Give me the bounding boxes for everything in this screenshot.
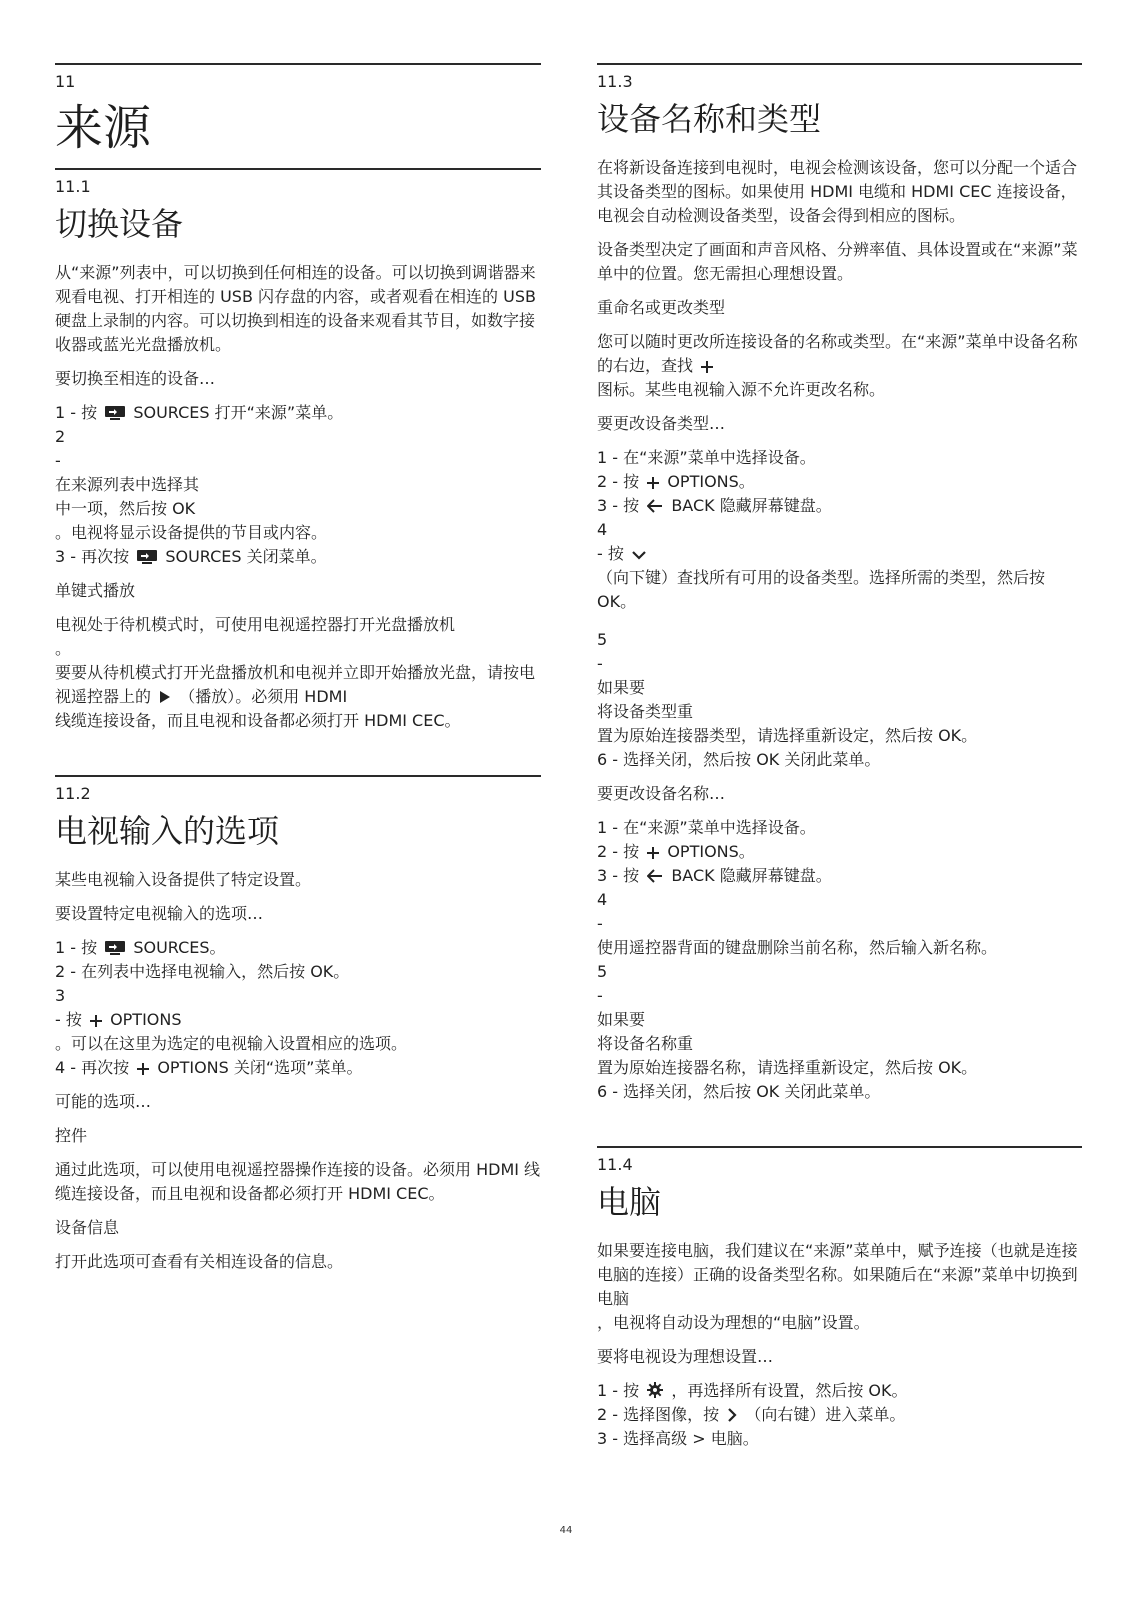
gear-icon	[647, 1382, 663, 1398]
section-number-11-4: 11.4	[597, 1155, 633, 1174]
sources-icon	[105, 406, 125, 420]
paragraph: 要将电视设为理想设置…	[597, 1347, 774, 1366]
plus-icon	[90, 1015, 102, 1027]
step-text: 置为原始连接器类型，请选择重新设定，然后按 OK。	[597, 726, 978, 745]
step-text: 将设备名称重	[597, 1034, 694, 1053]
step-2: 2 - 在列表中选择电视输入，然后按 OK。	[55, 962, 350, 981]
chevron-down-icon	[632, 551, 646, 561]
step-4	[55, 1056, 541, 1080]
step-text: OPTIONS 关闭“选项”菜单。	[157, 1058, 363, 1077]
back-arrow-icon	[647, 869, 663, 883]
subheading-rename: 重命名或更改类型	[597, 298, 726, 317]
step-text: - 按	[597, 544, 624, 563]
section-rule-11-2	[55, 775, 541, 777]
step-text: BACK 隐藏屏幕键盘。	[671, 866, 832, 885]
paragraph: 从“来源”列表中，可以切换到任何相连的设备。可以切换到调谐器来观看电视、打开相连的 USB 闪存盘的内容，或者观看在相连的 USB 硬盘上录制的内容。可以切换到相连的设备来观看其节目，如数字接收器或蓝光光盘播放机。	[55, 263, 536, 354]
section-title-11-1: 切换设备	[55, 205, 184, 243]
step-2	[597, 840, 1082, 864]
paragraph: 打开此选项可查看有关相连设备的信息。	[55, 1252, 344, 1271]
paragraph	[597, 330, 1082, 402]
paragraph: 设备类型决定了画面和声音风格、分辨率值、具体设置或在“来源”菜单中的位置。您无需担心理想设置。	[597, 240, 1078, 283]
step-text: 2 - 选择图像，按	[597, 1405, 720, 1424]
step-dash: -	[597, 914, 603, 933]
step-3	[55, 1008, 541, 1032]
step-number: 4	[597, 890, 608, 909]
chapter-title: 来源	[55, 100, 152, 156]
section-title-11-4: 电脑	[597, 1183, 662, 1221]
step-text: 如果要	[597, 1010, 646, 1029]
step-1	[597, 1379, 1082, 1403]
paragraph: 某些电视输入设备提供了特定设置。	[55, 870, 312, 889]
section-number-11-1: 11.1	[55, 177, 91, 196]
page-number: 44	[559, 1525, 573, 1536]
subheading-one-touch-play: 单键式播放	[55, 581, 136, 600]
subheading-device-info: 设备信息	[55, 1218, 120, 1237]
step-text: 3 - 按	[597, 496, 640, 515]
step-text: （向下键）查找所有可用的设备类型。选择所需的类型，然后按 OK。	[597, 568, 1046, 611]
section-rule-11-4	[597, 1146, 1082, 1148]
plus-icon	[647, 847, 659, 859]
subheading-controls: 控件	[55, 1126, 88, 1145]
paragraph: 电视处于待机模式时，可使用电视遥控器打开光盘播放机	[55, 615, 456, 634]
step-text: （向右键）进入菜单。	[745, 1405, 906, 1424]
step-4	[597, 542, 1082, 566]
step-text: ，再选择所有设置，然后按 OK。	[671, 1381, 908, 1400]
step-text: 如果要	[597, 678, 646, 697]
step-6: 6 - 选择关闭，然后按 OK 关闭此菜单。	[597, 750, 881, 769]
step-number: 2	[55, 427, 66, 446]
step-text: SOURCES 打开“来源”菜单。	[133, 403, 344, 422]
step-text: 1 - 按	[55, 403, 98, 422]
sources-icon	[137, 550, 157, 564]
paragraph: 要切换至相连的设备…	[55, 369, 216, 388]
paragraph-text: （播放）。必须用 HDMI	[179, 687, 348, 706]
plus-icon	[137, 1063, 149, 1075]
section-title-11-2: 电视输入的选项	[55, 812, 280, 850]
step-3	[597, 494, 1082, 518]
step-2	[597, 1403, 1082, 1427]
right-column	[597, 63, 1082, 1451]
paragraph: 要设置特定电视输入的选项…	[55, 904, 264, 923]
play-icon	[159, 690, 171, 704]
step-text: SOURCES。	[133, 938, 226, 957]
plus-icon	[647, 477, 659, 489]
step-number: 5	[597, 630, 608, 649]
section-number-11-2: 11.2	[55, 784, 91, 803]
step-text: 3 - 按	[597, 866, 640, 885]
paragraph: 要更改设备类型…	[597, 414, 726, 433]
paragraph-text: 您可以随时更改所连接设备的名称或类型。在“来源”菜单中设备名称的右边，查找	[597, 332, 1078, 375]
paragraph: 线缆连接设备，而且电视和设备都必须打开 HDMI CEC。	[55, 711, 461, 730]
step-text: OPTIONS。	[667, 472, 755, 491]
step-text: 1 - 按	[55, 938, 98, 957]
step-number: 4	[597, 520, 608, 539]
chevron-right-icon	[727, 1408, 737, 1422]
plus-icon	[701, 361, 713, 373]
step-2	[597, 470, 1082, 494]
sources-icon	[105, 941, 125, 955]
step-1	[55, 401, 541, 425]
step-text: SOURCES 关闭菜单。	[165, 547, 327, 566]
step-text: 2 - 按	[597, 842, 640, 861]
paragraph: 要更改设备名称…	[597, 784, 726, 803]
step-3: 3 - 选择高级 > 电脑。	[597, 1429, 759, 1448]
step-3	[55, 545, 541, 569]
step-dash: -	[597, 654, 603, 673]
paragraph: 。	[55, 639, 72, 658]
step-text: 。可以在这里为选定的电视输入设置相应的选项。	[55, 1034, 408, 1053]
left-column	[55, 63, 541, 1284]
back-arrow-icon	[647, 499, 663, 513]
step-dash: -	[55, 451, 61, 470]
step-text: 2 - 按	[597, 472, 640, 491]
step-text: OPTIONS	[110, 1010, 182, 1029]
step-3	[597, 864, 1082, 888]
step-text: 置为原始连接器名称，请选择重新设定，然后按 OK。	[597, 1058, 978, 1077]
paragraph	[55, 661, 541, 709]
step-text: 。电视将显示设备提供的节目或内容。	[55, 523, 328, 542]
step-text: 4 - 再次按	[55, 1058, 130, 1077]
step-6: 6 - 选择关闭，然后按 OK 关闭此菜单。	[597, 1082, 881, 1101]
section-title-11-3: 设备名称和类型	[597, 100, 822, 138]
step-dash: -	[597, 986, 603, 1005]
section-rule-11-3	[597, 63, 1082, 65]
section-number-11-3: 11.3	[597, 72, 633, 91]
chapter-rule	[55, 63, 541, 65]
step-text: OPTIONS。	[667, 842, 755, 861]
paragraph: 如果要连接电脑，我们建议在“来源”菜单中，赋予连接（也就是连接电脑的连接）正确的设备类型名称。如果随后在“来源”菜单中切换到电脑	[597, 1241, 1078, 1308]
step-text: 将设备类型重	[597, 702, 694, 721]
step-text: 中一项，然后按 OK	[55, 499, 196, 518]
paragraph: 在将新设备连接到电视时，电视会检测该设备，您可以分配一个适合其设备类型的图标。如果使用 HDMI 电缆和 HDMI CEC 连接设备，电视会自动检测设备类型，设备会得到相应的图标。	[597, 158, 1078, 225]
step-text: 3 - 再次按	[55, 547, 130, 566]
chapter-number: 11	[55, 72, 76, 91]
paragraph: ，电视将自动设为理想的“电脑”设置。	[597, 1313, 870, 1332]
section-rule-11-1	[55, 168, 541, 170]
step-1	[55, 936, 541, 960]
step-number: 3	[55, 986, 66, 1005]
step-1: 1 - 在“来源”菜单中选择设备。	[597, 448, 816, 467]
paragraph-text: 图标。某些电视输入源不允许更改名称。	[597, 380, 886, 399]
paragraph: 通过此选项，可以使用电视遥控器操作连接的设备。必须用 HDMI 线缆连接设备，而且电视和设备都必须打开 HDMI CEC。	[55, 1160, 541, 1203]
step-text: - 按	[55, 1010, 82, 1029]
step-text: 在来源列表中选择其	[55, 475, 200, 494]
step-text: 1 - 按	[597, 1381, 640, 1400]
paragraph: 可能的选项…	[55, 1092, 152, 1111]
step-text: 使用遥控器背面的键盘删除当前名称，然后输入新名称。	[597, 938, 998, 957]
step-text: BACK 隐藏屏幕键盘。	[671, 496, 832, 515]
paragraph-text: 要要从待机模式打开光盘播放机和电视并立即开始播放光盘，请按电视遥控器上的	[55, 663, 536, 706]
step-number: 5	[597, 962, 608, 981]
step-1: 1 - 在“来源”菜单中选择设备。	[597, 818, 816, 837]
